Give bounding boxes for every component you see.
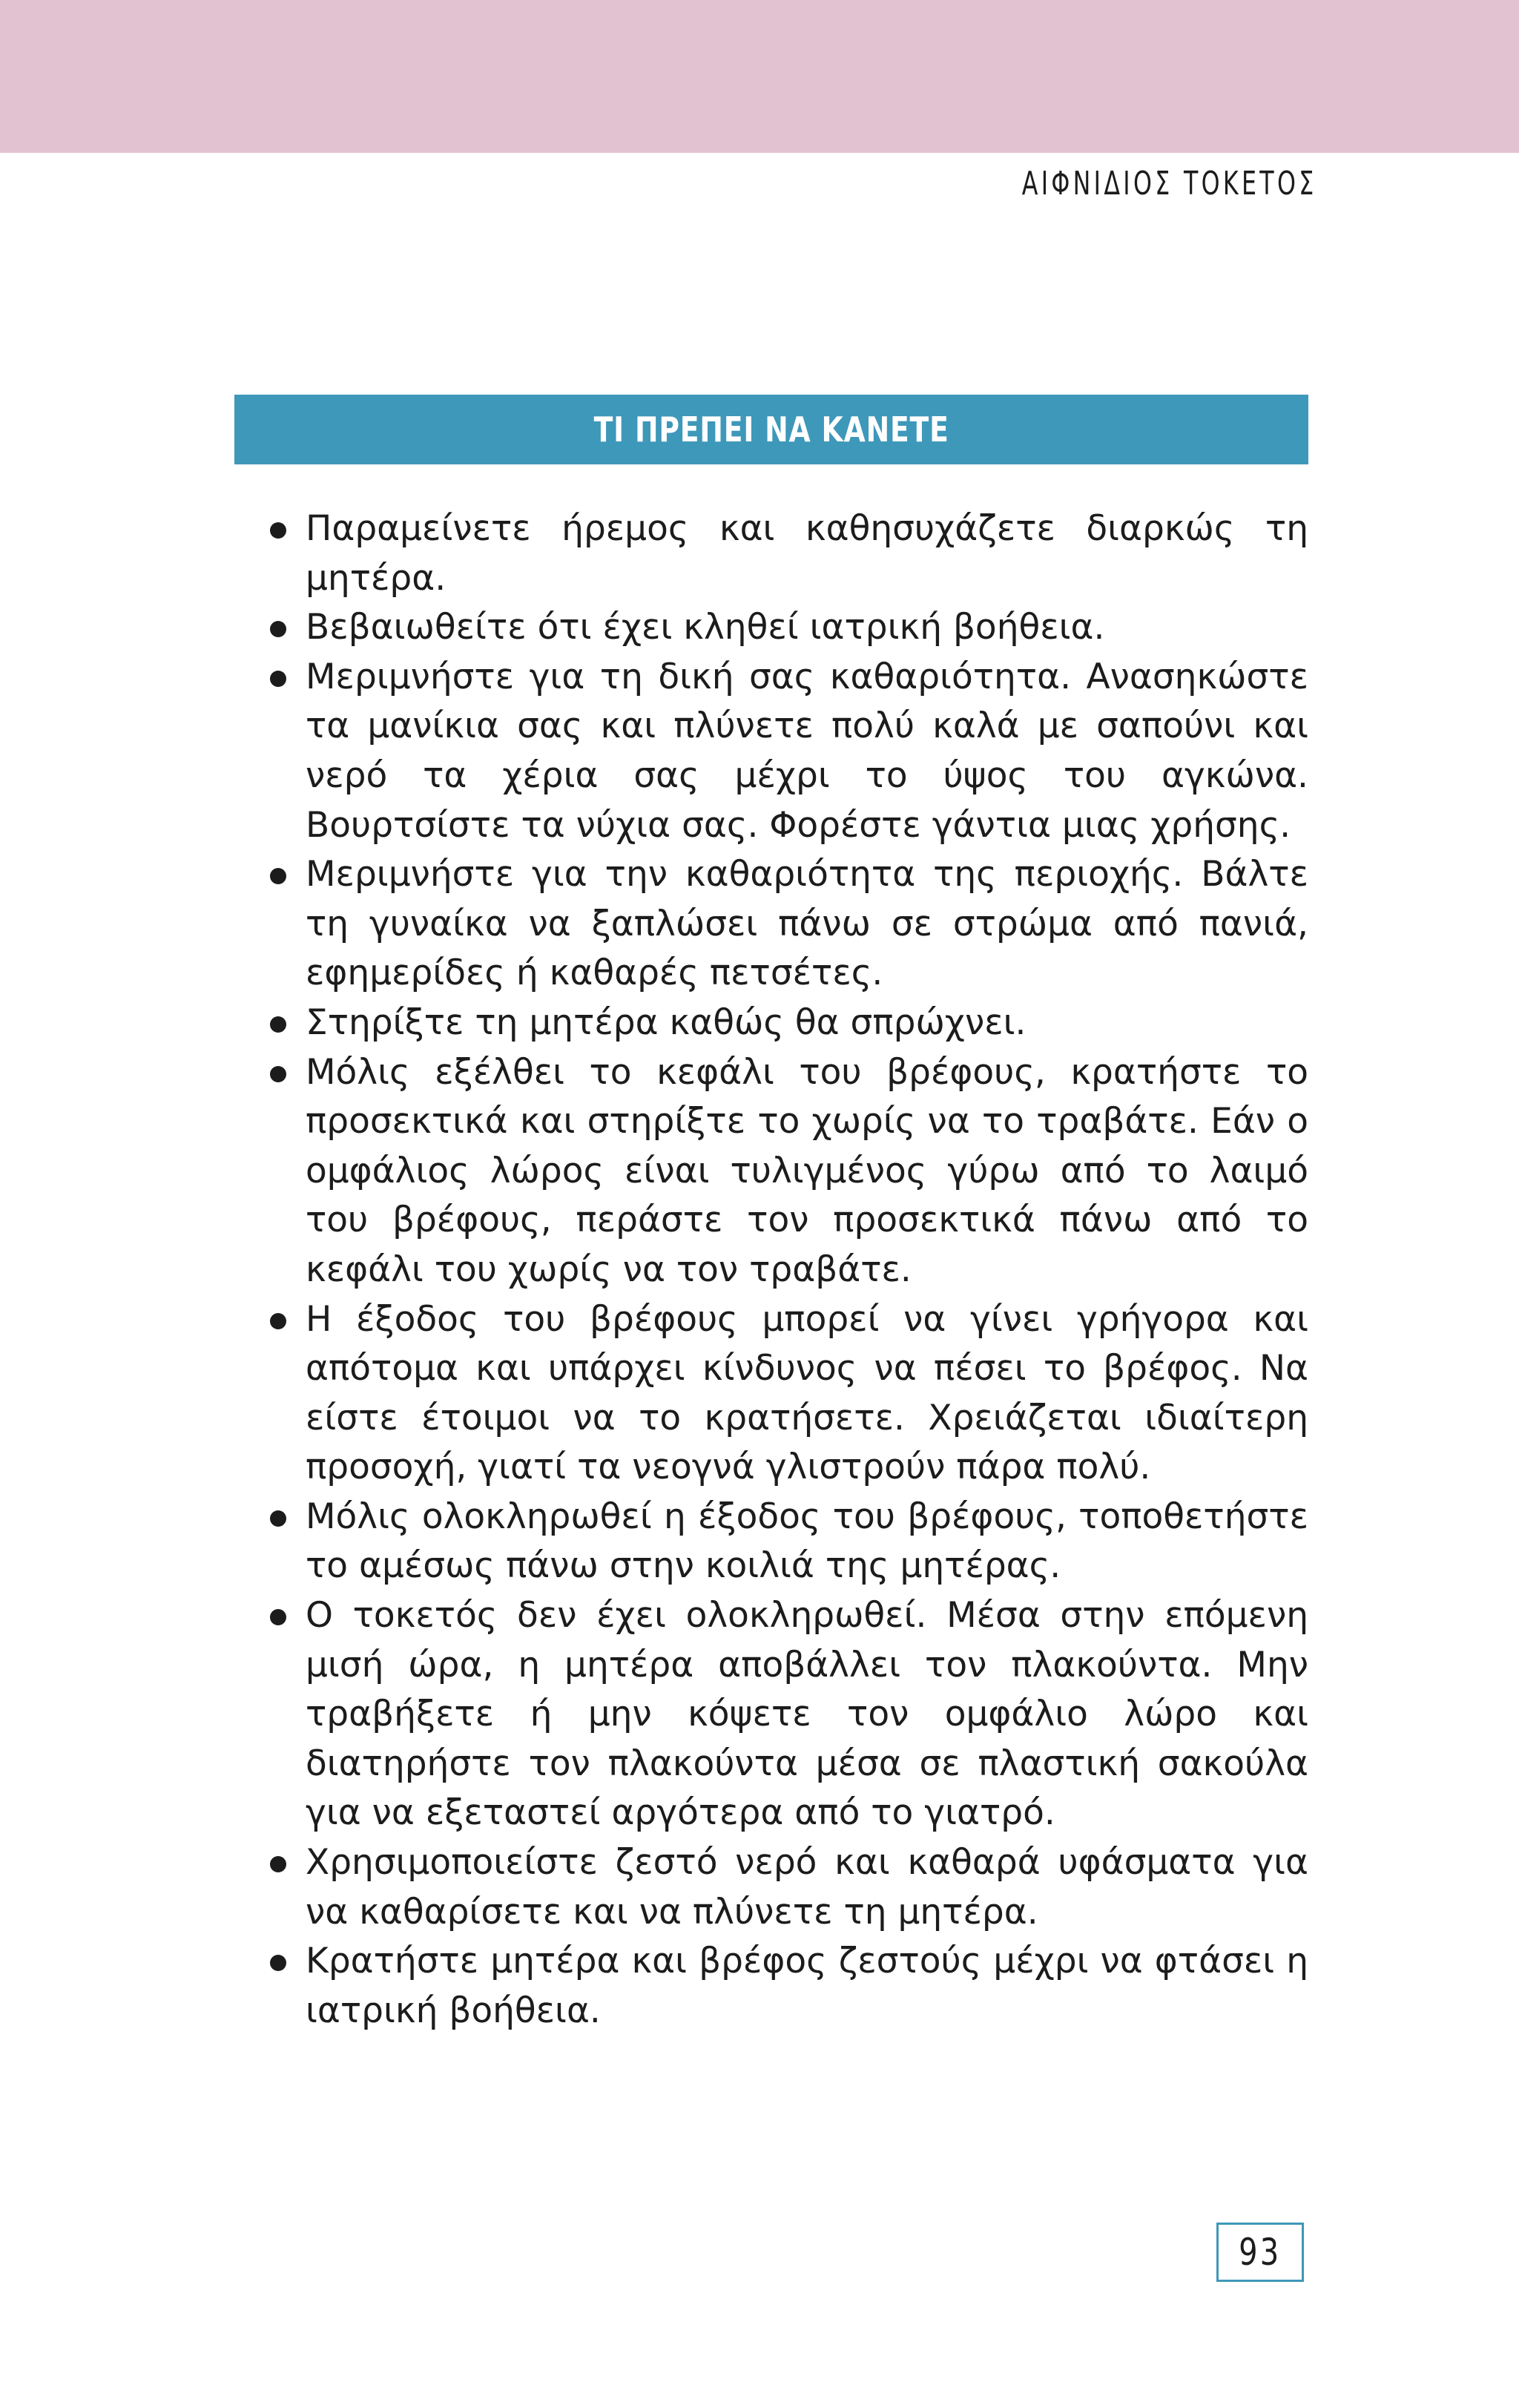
bullet-icon — [270, 1066, 286, 1082]
bullet-icon — [270, 1313, 286, 1329]
list-item-text: Μόλις ολοκληρωθεί η έξοδος του βρέφους, τοποθετήστε το αμέσως πάνω στην κοιλιά της μητέρας. — [306, 1496, 1308, 1587]
list-item — [267, 999, 1308, 1048]
page-number-box — [1216, 2223, 1304, 2282]
list-item — [267, 653, 1308, 850]
bullet-icon — [270, 621, 286, 637]
list-item-text: Μεριμνήστε για την καθαριότητα της περιοχής. Βάλτε τη γυναίκα να ξαπλώσει πάνω σε στρώμα από πανιά, εφημερίδες ή καθαρές πετσέτες. — [306, 854, 1308, 994]
bullet-icon — [270, 1856, 286, 1872]
list-item — [267, 1493, 1308, 1591]
list-item-text: Στηρίξτε τη μητέρα καθώς θα σπρώχνει. — [306, 1001, 1027, 1043]
list-item-text: Μόλις εξέλθει το κεφάλι του βρέφους, κρατήστε το προσεκτικά και στηρίξτε το χωρίς να το τραβάτε. Εάν ο ομφάλιος λώρος είναι τυλιγμένος γύρω από το λαιμό του βρέφους, περάστε τον προσεκτικά πάνω από το κεφάλι του χωρίς να τον τραβάτε. — [306, 1051, 1308, 1290]
bullet-icon — [270, 868, 286, 884]
list-item-text: Μεριμνήστε για τη δική σας καθαριότητα. Ανασηκώστε τα μανίκια σας και πλύνετε πολύ καλά με σαπούνι και νερό τα χέρια σας μέχρι το ύψος του αγκώνα. Βουρτσίστε τα νύχια σας. Φορέστε γάντια μιας χρήσης. — [306, 656, 1308, 846]
list-item — [267, 850, 1308, 999]
top-color-band — [0, 0, 1519, 153]
bullet-icon — [270, 1609, 286, 1625]
list-item-text: Κρατήστε μητέρα και βρέφος ζεστούς μέχρι να φτάσει η ιατρική βοήθεια. — [306, 1941, 1308, 2031]
section-title: ΤΙ ΠΡΕΠΕΙ ΝΑ ΚΑΝΕΤΕ — [593, 409, 949, 450]
bullet-icon — [270, 1016, 286, 1033]
bullet-icon — [270, 1510, 286, 1527]
list-item — [267, 1838, 1308, 1937]
list-item-text: Χρησιμοποιείστε ζεστό νερό και καθαρά υφάσματα για να καθαρίσετε και να πλύνετε τη μητέρα. — [306, 1842, 1308, 1932]
list-item-text: Η έξοδος του βρέφους μπορεί να γίνει γρήγορα και απότομα και υπάρχει κίνδυνος να πέσει το βρέφος. Να είστε έτοιμοι να το κρατήσετε. Χρειάζεται ιδιαίτερη προσοχή, γιατί τα νεογνά γλιστρούν πάρα πολύ. — [306, 1298, 1308, 1488]
running-head: ΑΙΦΝΙΔΙΟΣ ΤΟΚΕΤΟΣ — [1022, 165, 1317, 203]
list-item-text: Ο τοκετός δεν έχει ολοκληρωθεί. Μέσα στην επόμενη μισή ώρα, η μητέρα αποβάλλει τον πλακούντα. Μην τραβήξετε ή μην κόψετε τον ομφάλιο λώρο και διατηρήστε τον πλακούντα μέσα σε πλαστική σακούλα για να εξεταστεί αργότερα από το γιατρό. — [306, 1595, 1308, 1834]
page-number: 93 — [1239, 2231, 1282, 2274]
list-item — [267, 504, 1308, 603]
bullet-icon — [270, 671, 286, 687]
list-item — [267, 603, 1308, 653]
list-item — [267, 1591, 1308, 1838]
instructions-list — [267, 504, 1308, 2036]
bullet-icon — [270, 522, 286, 539]
list-item — [267, 1295, 1308, 1493]
section-banner — [234, 395, 1308, 464]
list-item-text: Βεβαιωθείτε ότι έχει κληθεί ιατρική βοήθεια. — [306, 607, 1105, 648]
list-item-text: Παραμείνετε ήρεμος και καθησυχάζετε διαρκώς τη μητέρα. — [306, 508, 1308, 599]
bullet-icon — [270, 1955, 286, 1971]
list-item — [267, 1048, 1308, 1295]
list-item — [267, 1937, 1308, 2036]
